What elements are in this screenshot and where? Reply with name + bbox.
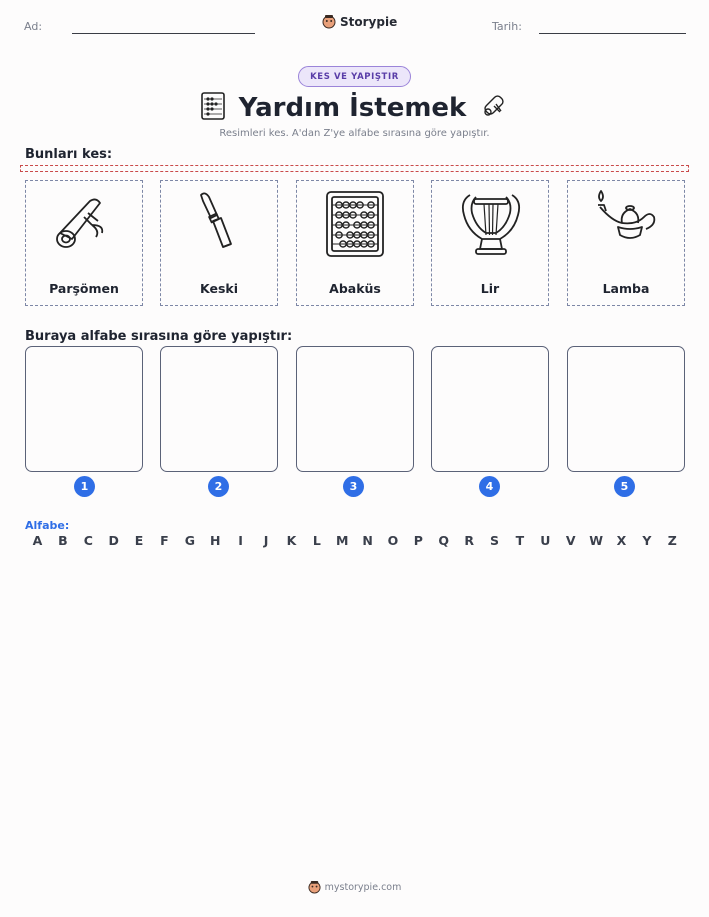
alphabet-letter: F <box>160 533 169 548</box>
chisel-icon <box>185 189 255 259</box>
cut-guide-line <box>20 165 689 172</box>
alphabet-letter: G <box>184 533 195 548</box>
alphabet-letter: D <box>108 533 119 548</box>
alphabet-letter: I <box>238 533 243 548</box>
slot-number-badge: 1 <box>74 476 95 497</box>
alphabet-letter: A <box>32 533 43 548</box>
card-label: Parşömen <box>49 281 119 296</box>
storypie-mascot-icon <box>322 14 336 29</box>
oil-lamp-icon <box>592 189 662 259</box>
scroll-icon <box>480 92 508 120</box>
title-text: Yardım İstemek <box>238 93 467 123</box>
card-label: Keski <box>200 281 238 296</box>
slot-number-badge: 3 <box>343 476 364 497</box>
alphabet-letter: M <box>335 533 349 548</box>
instructions: Resimleri kes. A'dan Z'ye alfabe sırasına göre yapıştır. <box>219 128 490 139</box>
brand-name: Storypie <box>340 14 398 29</box>
footer <box>0 880 709 894</box>
date-label: Tarih: <box>492 20 522 33</box>
abacus-icon <box>321 189 391 259</box>
lyre-icon <box>456 189 526 259</box>
cut-card-parsomen[interactable] <box>25 180 143 306</box>
alphabet-letter: C <box>83 533 93 548</box>
paste-slot-1[interactable] <box>25 346 143 472</box>
paste-slot-5[interactable] <box>567 346 685 472</box>
slot-number-badge: 2 <box>208 476 229 497</box>
alphabet-label: Alfabe: <box>25 519 70 532</box>
alphabet-letter: W <box>589 533 603 548</box>
alphabet-row <box>25 533 685 548</box>
cut-heading: Bunları kes: <box>25 147 113 162</box>
card-label: Abaküs <box>329 281 381 296</box>
alphabet-letter: T <box>515 533 525 548</box>
alphabet-letter: K <box>286 533 297 548</box>
cut-card-keski[interactable] <box>160 180 278 306</box>
alphabet-letter: H <box>210 533 221 548</box>
storypie-mascot-icon <box>308 880 321 894</box>
alphabet-letter: S <box>490 533 500 548</box>
alphabet-letter: U <box>540 533 551 548</box>
footer-url[interactable]: mystorypie.com <box>324 881 402 893</box>
alphabet-letter: J <box>263 533 269 548</box>
alphabet-letter: Q <box>438 533 450 548</box>
abacus-icon <box>201 92 225 120</box>
alphabet-letter: Z <box>667 533 677 548</box>
alphabet-letter: X <box>616 533 627 548</box>
paste-heading: Buraya alfabe sırasına göre yapıştır: <box>25 329 293 344</box>
alphabet-letter: B <box>58 533 68 548</box>
alphabet-letter: Y <box>642 533 652 548</box>
alphabet-letter: E <box>134 533 144 548</box>
alphabet-letter: L <box>312 533 321 548</box>
card-label: Lamba <box>602 281 650 296</box>
paste-slot-2[interactable] <box>160 346 278 472</box>
cut-card-abakus[interactable] <box>296 180 414 306</box>
cut-card-lamba[interactable] <box>567 180 685 306</box>
name-label: Ad: <box>24 20 43 33</box>
alphabet-letter: N <box>362 533 373 548</box>
slot-number-badge: 4 <box>479 476 500 497</box>
cut-card-lir[interactable] <box>431 180 549 306</box>
name-line[interactable] <box>72 33 255 34</box>
brand-logo <box>322 14 397 29</box>
alphabet-letter: O <box>387 533 399 548</box>
paste-slot-3[interactable] <box>296 346 414 472</box>
slot-number-badge: 5 <box>614 476 635 497</box>
page-title <box>0 92 709 123</box>
alphabet-letter: P <box>413 533 423 548</box>
alphabet-letter: V <box>565 533 576 548</box>
paste-slot-4[interactable] <box>431 346 549 472</box>
scroll-icon <box>50 189 120 259</box>
activity-badge: KES VE YAPIŞTIR <box>298 66 411 87</box>
alphabet-letter: R <box>464 533 474 548</box>
date-line[interactable] <box>539 33 686 34</box>
card-label: Lir <box>480 281 500 296</box>
